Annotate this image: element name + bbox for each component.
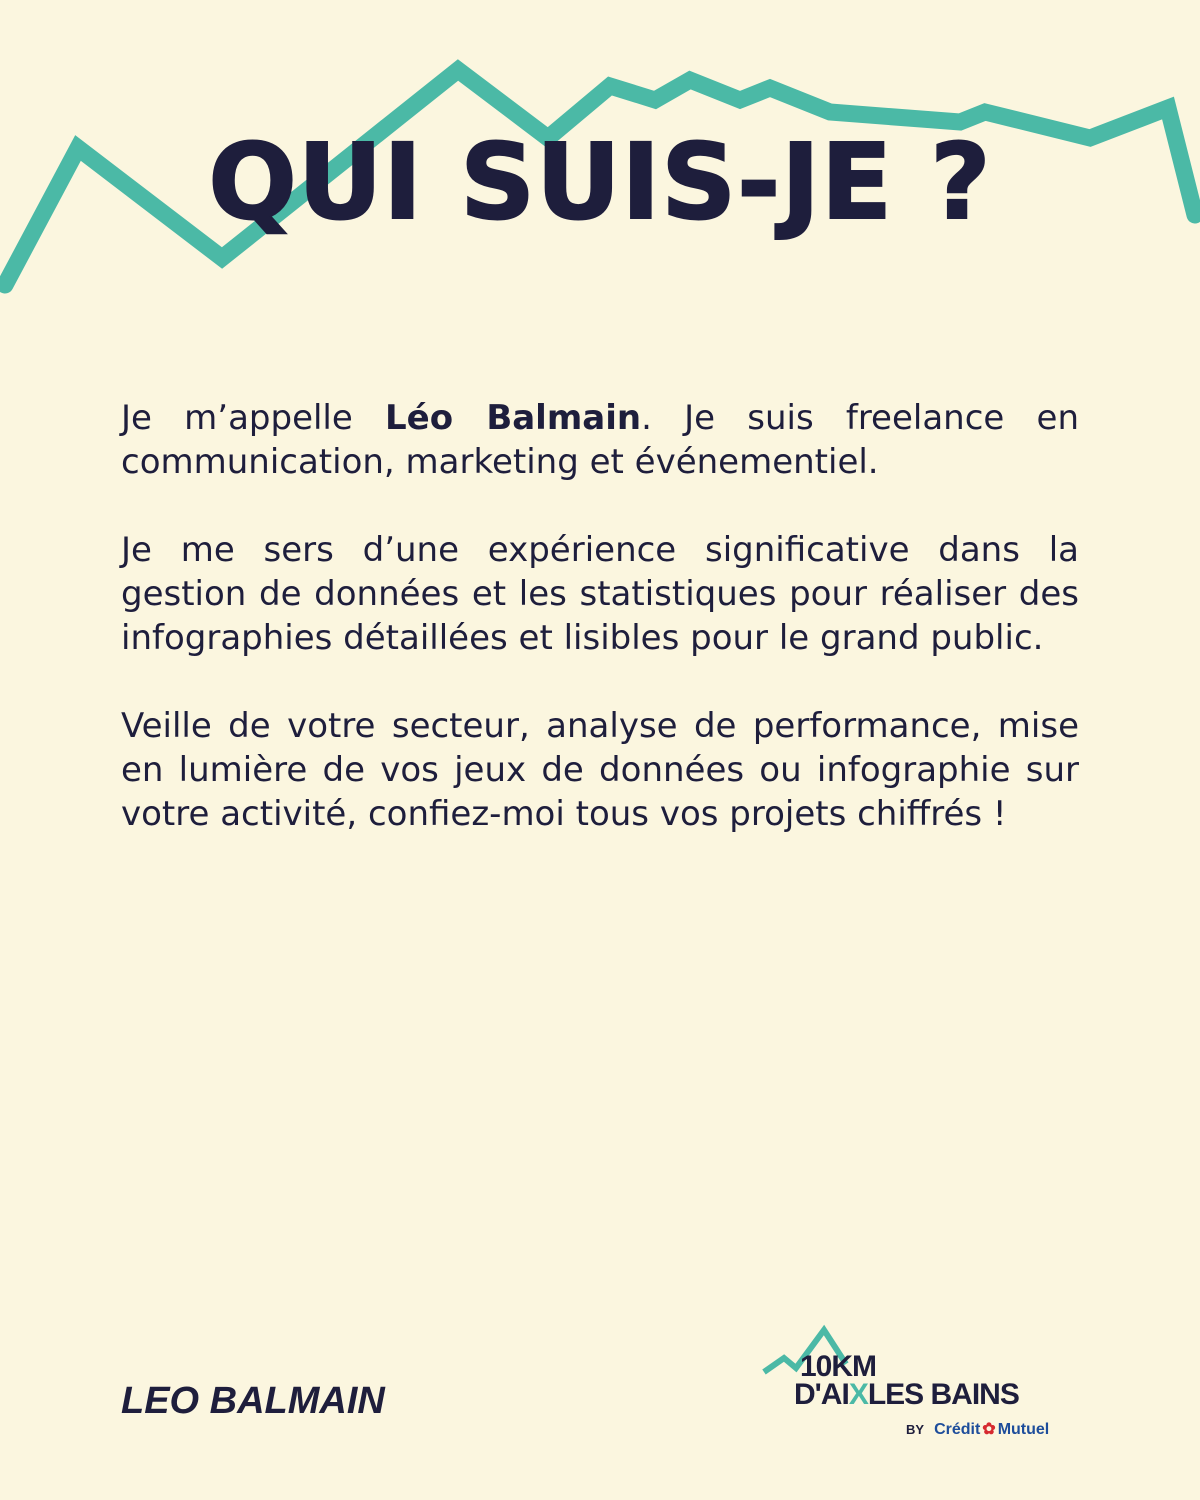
paragraph-experience: Je me sers d’une expérience significative dans la gestion de données et les statistiques pour réaliser des infographies détaillées et lisibles pour le grand public. bbox=[121, 530, 1079, 658]
logo-line-distance: 10KM bbox=[800, 1350, 877, 1383]
logo-line-town: D'AIXLES BAINS bbox=[794, 1378, 1019, 1411]
page-title: QUI SUIS-JE ? bbox=[208, 121, 992, 243]
paragraph-services: Veille de votre secteur, analyse de performance, mise en lumière de vos jeux de données ou infographie sur votre activité, confiez-moi tous vos projets chiffrés ! bbox=[121, 706, 1079, 834]
event-logo bbox=[760, 1324, 1080, 1444]
about-text bbox=[121, 396, 1079, 880]
logo-sponsor: BY Crédit ✿ Mutuel bbox=[906, 1421, 1050, 1438]
author-name: Léo Balmain bbox=[385, 398, 642, 438]
sponsor-emblem-icon: ✿ bbox=[982, 1421, 996, 1438]
signature: LEO BALMAIN bbox=[121, 1380, 385, 1422]
paragraph-intro: Je m’appelle Léo Balmain. Je suis freelance en communication, marketing et événementiel. bbox=[121, 398, 1080, 482]
